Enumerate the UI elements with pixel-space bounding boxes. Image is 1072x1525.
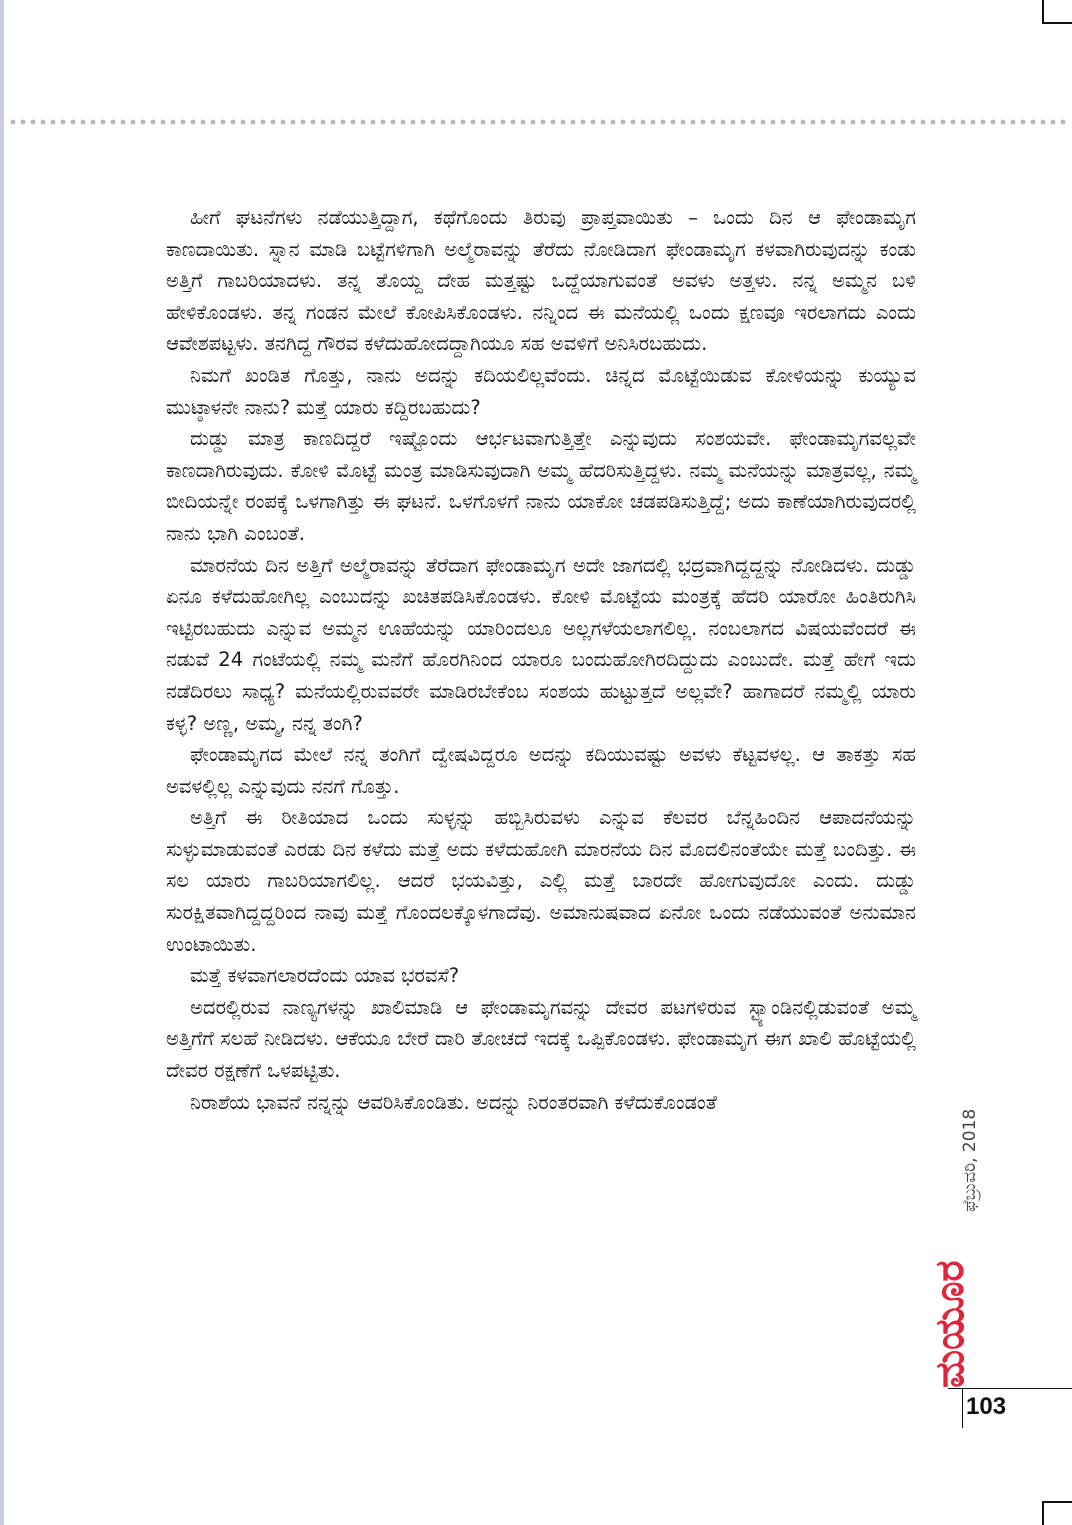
paragraph: ಹೀಗೆ ಘಟನೆಗಳು ನಡೆಯುತ್ತಿದ್ದಾಗ, ಕಥೆಗೊಂದು ತಿರುವು ಪ್ರಾಪ್ತವಾಯಿತು – ಒಂದು ದಿನ ಆ ಫೇಂಡಾಮೃಗ ಕಾಣದಾಯಿತು. ಸ್ನಾನ ಮಾಡಿ ಬಟ್ಟೆಗಳಿಗಾಗಿ ಅಲ್ಮೆರಾವನ್ನು ತೆರೆದು ನೋಡಿದಾಗ ಫೇಂಡಾಮೃಗ ಕಳವಾಗಿರುವುದನ್ನು ಕಂಡು ಅತ್ತಿಗೆ ಗಾಬರಿಯಾದಳು. ತನ್ನ ತೊಯ್ದ ದೇಹ ಮತ್ತಷ್ಟು ಒದ್ದೆಯಾಗುವಂತೆ ಅವಳು ಅತ್ತಳು. ನನ್ನ ಅಮ್ಮನ ಬಳಿ ಹೇಳಿಕೊಂಡಳು. ತನ್ನ ಗಂಡನ ಮೇಲೆ ಕೋಪಿಸಿಕೊಂಡಳು. ನನ್ನಿಂದ ಈ ಮನೆಯಲ್ಲಿ ಒಂದು ಕ್ಷಣವೂ ಇರಲಾಗದು ಎಂದು ಆವೇಶಪಟ್ಟಳು. ತನಗಿದ್ದ ಗೌರವ ಕಳೆದುಹೋದದ್ದಾಗಿಯೂ ಸಹ ಅವಳಿಗೆ ಅನಿಸಿರಬಹುದು. (166, 206, 916, 356)
paragraph: ಅತ್ತಿಗೆ ಈ ರೀತಿಯಾದ ಒಂದು ಸುಳ್ಳನ್ನು ಹಬ್ಬಿಸಿರುವಳು ಎನ್ನುವ ಕೆಲವರ ಬೆನ್ನಹಿಂದಿನ ಆಪಾದನೆಯನ್ನು ಸುಳ್ಳುಮಾಡುವಂತೆ ಎರಡು ದಿನ ಕಳೆದು ಮತ್ತೆ ಅದು ಕಳೆದುಹೋಗಿ ಮಾರನೆಯ ದಿನ ಮೊದಲಿನಂತೆಯೇ ಮತ್ತೆ ಬಂದಿತ್ತು. ಈ ಸಲ ಯಾರು ಗಾಬರಿಯಾಗಲಿಲ್ಲ. ಆದರೆ ಭಯವಿತ್ತು, ಎಲ್ಲಿ ಮತ್ತೆ ಬಾರದೇ ಹೋಗುವುದೋ ಎಂದು. ದುಡ್ಡು ಸುರಕ್ಷಿತವಾಗಿದ್ದದ್ದರಿಂದ ನಾವು ಮತ್ತೆ ಗೊಂದಲಕ್ಕೊಳಗಾದೆವು. ಅಮಾನುಷವಾದ ಏನೋ ಒಂದು ನಡೆಯುವಂತೆ ಅನುಮಾನ ಉಂಟಾಯಿತು. (166, 806, 916, 956)
article-body (166, 202, 916, 1118)
page-number: 103 (966, 1393, 1007, 1420)
paragraph: ಅದರಲ್ಲಿರುವ ನಾಣ್ಯಗಳನ್ನು ಖಾಲಿಮಾಡಿ ಆ ಫೇಂಡಾಮೃಗವನ್ನು ದೇವರ ಪಟಗಳಿರುವ ಸ್ಟ್ಯಾಂಡಿನಲ್ಲಿಡುವಂತೆ ಅಮ್ಮ ಅತ್ತಿಗೆಗೆ ಸಲಹೆ ನೀಡಿದಳು. ಆಕೆಯೂ ಬೇರೆ ದಾರಿ ತೋಚದೆ ಇದಕ್ಕೆ ಒಪ್ಪಿಕೊಂಡಳು. ಫೇಂಡಾಮೃಗ ಈಗ ಖಾಲಿ ಹೊಟ್ಟೆಯಲ್ಲಿ ದೇವರ ರಕ್ಷಣೆಗೆ ಒಳಪಟ್ಟಿತು. (166, 995, 916, 1083)
magazine-brand: ಮಯೂರ (927, 1260, 973, 1388)
paragraph: ಮತ್ತೆ ಕಳವಾಗಲಾರದೆಂದು ಯಾವ ಭರವಸೆ? (190, 964, 460, 988)
paragraph: ದುಡ್ಡು ಮಾತ್ರ ಕಾಣದಿದ್ದರೆ ಇಷ್ಟೊಂದು ಆರ್ಭಟವಾಗುತ್ತಿತ್ತೇ ಎನ್ನುವುದು ಸಂಶಯವೇ. ಫೇಂಡಾಮೃಗವಲ್ಲವೇ ಕಾಣದಾಗಿರುವುದು. ಕೋಳಿ ಮೊಟ್ಟೆ ಮಂತ್ರ ಮಾಡಿಸುವುದಾಗಿ ಅಮ್ಮ ಹೆದರಿಸುತ್ತಿದ್ದಳು. ನಮ್ಮ ಮನೆಯನ್ನು ಮಾತ್ರವಲ್ಲ, ನಮ್ಮ ಬೀದಿಯನ್ನೇ ರಂಪಕ್ಕೆ ಒಳಗಾಗಿತ್ತು ಈ ಘಟನೆ. ಒಳಗೊಳಗೆ ನಾನು ಯಾಕೋ ಚಡಪಡಿಸುತ್ತಿದ್ದೆ; ಅದು ಕಾಣೆಯಾಗಿರುವುದರಲ್ಲಿ ನಾನು ಭಾಗಿ ಎಂಬಂತೆ. (166, 427, 916, 545)
paragraph: ನಿರಾಶೆಯ ಭಾವನೆ ನನ್ನನ್ನು ಆವರಿಸಿಕೊಂಡಿತು. ಅದನ್ನು ನಿರಂತರವಾಗಿ ಕಳೆದುಕೊಂಡಂತೆ (190, 1090, 717, 1114)
paragraph: ನಿಮಗೆ ಖಂಡಿತ ಗೊತ್ತು, ನಾನು ಅದನ್ನು ಕದಿಯಲಿಲ್ಲವೆಂದು. ಚಿನ್ನದ ಮೊಟ್ಟೆಯಿಡುವ ಕೋಳಿಯನ್ನು ಕುಯ್ಯುವ ಮುಟ್ಠಾಳನೇ ನಾನು? ಮತ್ತೆ ಯಾರು ಕದ್ದಿರಬಹುದು? (166, 363, 916, 419)
crop-mark-bottom-right (1042, 1501, 1072, 1525)
crop-mark-top-right (1042, 0, 1072, 24)
page-edge-rule (0, 0, 4, 1525)
folio-rule (948, 1388, 1072, 1389)
dotted-divider (8, 118, 1068, 126)
issue-date: ಫೆಬ್ರುವರಿ, 2018 (960, 1108, 980, 1212)
paragraph: ಫೇಂಡಾಮೃಗದ ಮೇಲೆ ನನ್ನ ತಂಗಿಗೆ ದ್ವೇಷವಿದ್ದರೂ ಅದನ್ನು ಕದಿಯುವಷ್ಟು ಅವಳು ಕೆಟ್ಟವಳಲ್ಲ. ಆ ತಾಕತ್ತು ಸಹ ಅವಳಲ್ಲಿಲ್ಲ ಎನ್ನುವುದು ನನಗೆ ಗೊತ್ತು. (166, 743, 916, 798)
paragraph: ಮಾರನೆಯ ದಿನ ಅತ್ತಿಗೆ ಅಲ್ಮೆರಾವನ್ನು ತೆರೆದಾಗ ಫೇಂಡಾಮೃಗ ಅದೇ ಜಾಗದಲ್ಲಿ ಭದ್ರವಾಗಿದ್ದದ್ದನ್ನು ನೋಡಿದಳು. ದುಡ್ಡು ಏನೂ ಕಳೆದುಹೋಗಿಲ್ಲ ಎಂಬುದನ್ನು ಖಚಿತಪಡಿಸಿಕೊಂಡಳು. ಕೋಳಿ ಮೊಟ್ಟೆಯ ಮಂತ್ರಕ್ಕೆ ಹೆದರಿ ಯಾರೋ ಹಿಂತಿರುಗಿಸಿ ಇಟ್ಟಿರಬಹುದು ಎನ್ನುವ ಅಮ್ಮನ ಊಹೆಯನ್ನು ಯಾರಿಂದಲೂ ಅಲ್ಲಗಳೆಯಲಾಗಲಿಲ್ಲ. ನಂಬಲಾಗದ ವಿಷಯವೆಂದರೆ ಈ ನಡುವೆ 24 ಗಂಟೆಯಲ್ಲಿ ನಮ್ಮ ಮನೆಗೆ ಹೊರಗಿನಿಂದ ಯಾರೂ ಬಂದುಹೋಗಿರದಿದ್ದುದು ಎಂಬುದೇ. ಮತ್ತೆ ಹೇಗೆ ಇದು ನಡೆದಿರಲು ಸಾಧ್ಯ? ಮನೆಯಲ್ಲಿರುವವರೇ ಮಾಡಿರಬೇಕೆಂಬ ಸಂಶಯ ಹುಟ್ಟುತ್ತದೆ ಅಲ್ಲವೇ? ಹಾಗಾದರೆ ನಮ್ಮಲ್ಲಿ ಯಾರು ಕಳ್ಳ? ಅಣ್ಣ, ಅಮ್ಮ, ನನ್ನ ತಂಗಿ? (166, 553, 916, 735)
folio-tick (962, 1388, 963, 1428)
